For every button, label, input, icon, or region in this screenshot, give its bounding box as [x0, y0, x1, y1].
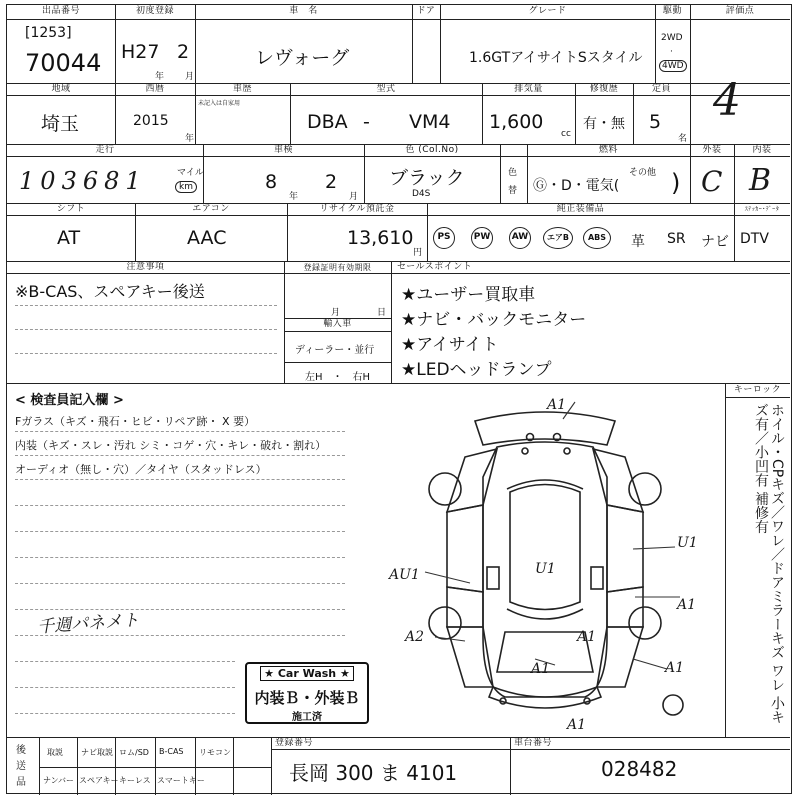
color-side-2: 替: [508, 186, 518, 196]
grid-line: [271, 749, 790, 750]
registration-number: 長岡 300 ま 4101: [289, 761, 458, 785]
mark-right-fender: A1: [665, 660, 685, 676]
interior-grade: B: [749, 163, 772, 198]
fuel-close: ): [671, 169, 681, 197]
equip-airbag: エアB: [543, 227, 573, 249]
wheel-rear-left: [429, 473, 461, 505]
header-region: 地域: [51, 84, 71, 94]
history-note: 未記入は自家用: [198, 100, 241, 107]
mark-windshield: A1: [577, 629, 597, 645]
shaken-year-unit: 年: [289, 192, 299, 202]
header-reg-valid: 登録証明有効期限: [303, 263, 372, 272]
dash-line: [15, 661, 235, 662]
mileage-digit: 3: [61, 167, 83, 195]
grid-line: [725, 383, 726, 737]
header-model: 型式: [376, 84, 396, 94]
dash-line: [15, 687, 235, 688]
grid-line: [115, 737, 116, 795]
acc-spare-key: スペアキー: [79, 776, 119, 785]
sales-point-4: ★LEDヘッドランプ: [401, 360, 552, 380]
header-grade: グレード: [528, 6, 567, 16]
dash-line: [15, 431, 345, 432]
exterior-grade: C: [701, 165, 723, 198]
grid-line: [690, 5, 691, 144]
stamp-grades: 内装Ｂ・外装Ｂ: [254, 689, 360, 707]
drive-4wd: 4WD: [659, 60, 687, 72]
grid-line: [77, 737, 78, 795]
color-name: ブラック: [389, 167, 465, 189]
capacity-unit: 名: [678, 134, 688, 144]
reg-valid-month: 月: [331, 308, 341, 318]
wheel-front-left: [429, 607, 461, 639]
annotation-leader: [633, 659, 667, 669]
lot-bracket: [1253]: [25, 25, 72, 41]
dash-line: [15, 305, 277, 306]
auction-sheet: [6, 4, 792, 794]
equip-navi: ナビ: [701, 234, 729, 250]
header-first-reg: 初度登録: [135, 6, 174, 16]
repair-options: 有・無: [583, 116, 625, 132]
dash-line: [15, 353, 277, 354]
left-front-door: [447, 587, 483, 627]
aircon: AAC: [187, 227, 227, 249]
grid-line: [7, 19, 790, 20]
car-name: レヴォーグ: [255, 47, 350, 69]
mileage-digits: [19, 167, 147, 195]
capacity: 5: [649, 111, 662, 133]
header-door: ドア: [416, 6, 436, 16]
header-shaken: 車検: [273, 145, 293, 155]
mileage-digit: 8: [104, 167, 126, 195]
header-car-name: 車 名: [289, 6, 318, 16]
header-color: 色 (Col.No): [405, 145, 459, 155]
displacement-unit: cc: [561, 129, 571, 139]
bolt-dot: [522, 448, 528, 454]
sales-point-2: ★ナビ・バックモニター: [401, 310, 587, 330]
fuel-other: その他: [629, 168, 657, 178]
bolt-dot: [564, 448, 570, 454]
mileage-digit: 1: [19, 167, 41, 195]
mileage-unit-mile: マイル: [177, 168, 204, 178]
recycle-unit: 円: [413, 248, 423, 258]
mileage-digit: 6: [82, 167, 105, 195]
wheel-front-right: [629, 607, 661, 639]
model-year-unit: 年: [185, 134, 195, 144]
color-code: D4S: [412, 189, 431, 199]
year-unit: 年: [155, 72, 165, 82]
grid-line: [233, 737, 234, 795]
header-sticker: ｽﾃｯｶｰ･ﾃﾞｰﾀ: [744, 206, 780, 213]
dash-line: [15, 557, 345, 558]
header-repair: 修復歴: [589, 84, 619, 94]
import-value: ディーラー・並行: [295, 345, 375, 356]
stamp-title: ★ Car Wash ★: [260, 666, 354, 681]
acc-manual: 取説: [47, 748, 63, 757]
shaken-year: 8: [265, 171, 278, 193]
dash-line: [15, 531, 345, 532]
dash-line: [15, 505, 345, 506]
equip-pw: PW: [471, 227, 493, 249]
header-exterior: 外装: [702, 145, 722, 155]
keylock-label: キーロック: [733, 385, 782, 395]
grid-line: [195, 737, 196, 795]
grid-line: [284, 362, 391, 363]
grid-line: [7, 215, 790, 216]
acc-number: ナンバー: [43, 776, 75, 785]
inspection-line-3: オーディオ（無し・穴）／タイヤ（スタッドレス）: [15, 463, 267, 476]
sales-point-3: ★アイサイト: [401, 335, 499, 355]
equip-abs: ABS: [583, 227, 611, 249]
grid-line: [284, 331, 391, 332]
acc-bcas: B-CAS: [159, 747, 184, 756]
car-wash-stamp: [245, 662, 369, 724]
shaken-month-unit: 月: [349, 192, 359, 202]
dash-line: [15, 713, 235, 714]
acc-smart-key: スマートキー: [157, 776, 205, 785]
grid-line: [7, 95, 790, 96]
acc-keyless: キーレス: [119, 776, 151, 785]
equip-aw: AW: [509, 227, 531, 249]
grid-line: [7, 737, 790, 738]
rear-bumper-shape: [475, 412, 615, 445]
handwritten-note: 千週パネメト: [36, 610, 140, 638]
region: 埼玉: [41, 113, 80, 135]
grid-line: [7, 383, 790, 384]
mileage-digit: 1: [125, 167, 147, 195]
recycle-fee: 13,610: [347, 227, 414, 249]
header-shift: シフト: [56, 204, 86, 214]
wheel-mirror-note: ホイル・CPキズ／ワレ／ドアミラーキズ ワレ 小キズ有／小凹有 補修有: [753, 403, 785, 725]
steering: 左H ・ 右H: [305, 372, 371, 383]
month-unit: 月: [185, 72, 195, 82]
mark-left-door: AU1: [389, 567, 420, 583]
chassis-number: 028482: [601, 757, 678, 781]
header-recycle: リサイクル預託金: [319, 204, 395, 214]
equip-dtv: DTV: [740, 231, 769, 247]
caution-text: ※B-CAS、スペアキー後送: [15, 282, 205, 301]
grid-line: [155, 737, 156, 795]
drive-2wd: 2WD: [661, 33, 683, 43]
mark-rear-bumper: A1: [547, 397, 567, 413]
dash-line: [15, 583, 345, 584]
grid-line: [500, 144, 501, 203]
dash-line: [15, 455, 345, 456]
mileage-digit: 0: [40, 167, 62, 195]
first-reg-year: H27: [121, 41, 160, 63]
header-lot-no: 出品番号: [41, 6, 80, 16]
import-label: 輸入車: [323, 319, 352, 329]
grid-line: [39, 737, 40, 795]
mark-right-front-door: A1: [677, 597, 697, 613]
first-reg-month: 2: [177, 41, 190, 63]
right-front-door: [607, 587, 643, 627]
stamp-title-wrap: [247, 667, 367, 680]
inspection-title: < 検査員記入欄 >: [15, 393, 124, 408]
stamp-done: 施工済: [292, 712, 322, 723]
header-sales-point: セールスポイント: [397, 262, 473, 272]
header-caution: 注意事項: [126, 262, 165, 272]
grade: 1.6GTアイサイトSスタイル: [469, 50, 643, 66]
color-side-1: 色: [508, 168, 518, 178]
mark-hood: A1: [531, 661, 551, 677]
header-history: 車歴: [232, 84, 252, 94]
header-chassis-no: 車台番号: [514, 738, 553, 748]
inspection-line-1: Fガラス（キズ・飛石・ヒビ・リペア跡・ X 要）: [15, 415, 256, 428]
inspection-line-2: 内装（キズ・スレ・汚れ シミ・コゲ・穴・キレ・破れ・割れ）: [15, 439, 327, 452]
header-score: 評価点: [725, 6, 755, 16]
score-value: 4: [713, 75, 741, 126]
header-aircon: エアコン: [192, 204, 230, 214]
header-reg-no: 登録番号: [275, 738, 314, 748]
header-displacement: 排気量: [514, 84, 543, 94]
equip-leather: 革: [631, 234, 645, 250]
header-equipment: 純正装備品: [556, 204, 605, 214]
right-mirror: [591, 567, 603, 589]
lot-number: 70044: [25, 49, 102, 77]
roof-shape: [510, 485, 580, 610]
header-capacity: 定員: [651, 84, 671, 94]
annotation-leader: [633, 547, 675, 549]
header-interior: 内装: [752, 145, 772, 155]
grid-line: [391, 261, 392, 383]
acc-remote: リモコン: [199, 748, 231, 757]
shaken-month: 2: [325, 171, 338, 193]
header-mileage: 走行: [95, 145, 115, 155]
acc-rom-sd: ロム/SD: [119, 748, 149, 757]
sales-point-1: ★ユーザー買取車: [401, 285, 536, 305]
left-mirror: [487, 567, 499, 589]
grid-line: [7, 273, 790, 274]
fuel-options: Ⓖ・D・電気(: [533, 178, 620, 194]
header-fuel: 燃料: [598, 145, 618, 155]
equip-sr: SR: [667, 231, 686, 247]
wheel-rear-right: [629, 473, 661, 505]
grid-line: [510, 737, 511, 795]
acc-navi-manual: ナビ取説: [81, 748, 113, 757]
model-prefix: DBA: [307, 111, 348, 133]
mark-roof: U1: [535, 561, 556, 577]
mark-front-bumper: A1: [567, 717, 587, 733]
dash-line: [15, 329, 277, 330]
spare-wheel: [663, 695, 683, 715]
accessories-side-label: 後送品: [16, 745, 26, 788]
model-code: VM4: [409, 111, 451, 133]
drive-separator: ·: [670, 47, 673, 57]
model-year: 2015: [133, 113, 169, 129]
reg-valid-day: 日: [377, 308, 387, 318]
model-dash: -: [363, 111, 370, 133]
mark-left-fender: A2: [405, 629, 425, 645]
grid-line: [725, 397, 790, 398]
mark-right-rear-door: U1: [677, 535, 698, 551]
windshield-line: [507, 609, 583, 619]
grid-line: [271, 737, 272, 795]
mileage-unit-km: km: [175, 181, 197, 193]
header-drive: 駆動: [662, 6, 682, 16]
equip-ps: PS: [433, 227, 455, 249]
grid-line: [7, 156, 790, 157]
displacement: 1,600: [489, 111, 544, 133]
header-year: 西暦: [145, 84, 165, 94]
dash-line: [15, 479, 345, 480]
shift: AT: [57, 227, 81, 249]
